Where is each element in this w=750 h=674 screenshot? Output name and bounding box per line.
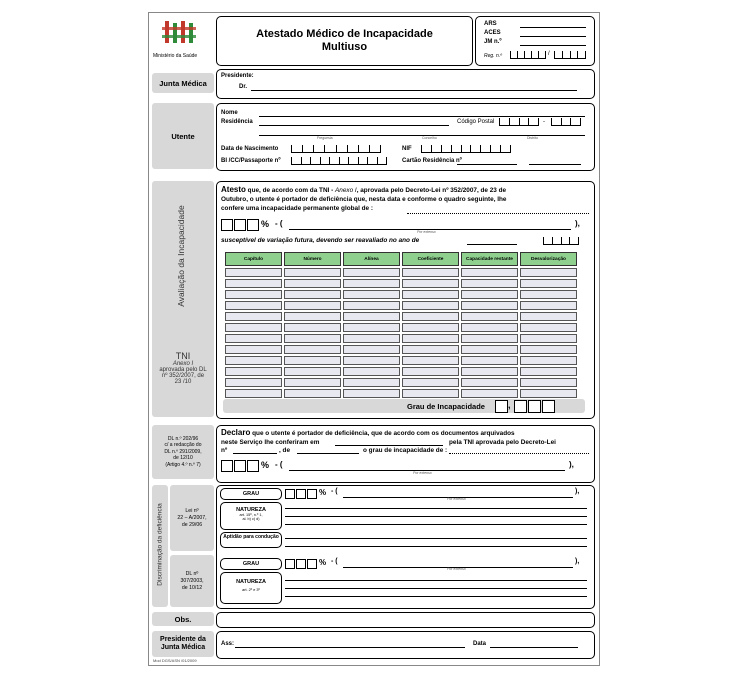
table-cell[interactable] bbox=[284, 290, 341, 299]
table-row bbox=[225, 367, 577, 376]
ass-label: Ass: bbox=[221, 641, 235, 647]
table-cell[interactable] bbox=[520, 356, 577, 365]
declaro-side: DL n.º 202/96 c/ a redacção do DL n.º 291/2009, de 12/10 (Artigo 4.º n.º 7) bbox=[152, 425, 214, 479]
table-cell[interactable] bbox=[402, 323, 459, 332]
data-label: Data bbox=[473, 641, 487, 647]
ars-field[interactable] bbox=[520, 27, 586, 28]
grau-box-1[interactable] bbox=[495, 400, 508, 413]
table-cell[interactable] bbox=[520, 345, 577, 354]
ars-label: ARS bbox=[484, 21, 497, 27]
discriminacao-box bbox=[216, 485, 595, 609]
table-cell[interactable] bbox=[284, 378, 341, 387]
tni-info: TNI Anexo I aprovada pelo DL nº 352/2007, de 23 /10 bbox=[159, 351, 207, 385]
dl-grau-box-2[interactable] bbox=[296, 559, 306, 569]
table-cell[interactable] bbox=[461, 301, 518, 310]
nif-label: NIF bbox=[402, 146, 412, 152]
table-cell[interactable] bbox=[461, 323, 518, 332]
table-cell[interactable] bbox=[402, 279, 459, 288]
table-cell[interactable] bbox=[520, 268, 577, 277]
table-row bbox=[225, 279, 577, 288]
table-row bbox=[225, 389, 577, 398]
registry-box bbox=[475, 16, 595, 66]
presidente-box bbox=[216, 631, 595, 659]
table-cell[interactable] bbox=[284, 367, 341, 376]
grau-incapacidade-label: Grau de Incapacidade bbox=[407, 402, 485, 411]
form-page bbox=[148, 12, 600, 666]
codigo-postal-label: Código Postal bbox=[457, 119, 495, 125]
dl-por-extenso: Por extenso bbox=[447, 567, 466, 571]
table-cell[interactable] bbox=[343, 367, 400, 376]
susceptivel-text: susceptível de variação futura, devendo ser reavaliado no ano de bbox=[221, 237, 420, 244]
table-cell[interactable] bbox=[461, 312, 518, 321]
dl-natureza-label: NATUREZA art. 2º e 3º bbox=[220, 572, 282, 604]
dl-natureza-line-3[interactable] bbox=[285, 596, 587, 597]
declaro-line2a: neste Serviço lhe conferiram em bbox=[221, 439, 320, 446]
table-cell[interactable] bbox=[343, 345, 400, 354]
dl-natureza-line-2[interactable] bbox=[285, 588, 587, 589]
table-cell[interactable] bbox=[461, 290, 518, 299]
table-row bbox=[225, 301, 577, 310]
table-cell[interactable] bbox=[461, 345, 518, 354]
incapacidade-table bbox=[223, 250, 579, 400]
grau-comma: , bbox=[508, 400, 511, 410]
codigo-postal-ext-cells[interactable] bbox=[551, 118, 581, 126]
table-cell[interactable] bbox=[402, 334, 459, 343]
declaro-paragraph: Declaro que o utente é portador de deficiência, que de acordo com os documentos arquivados bbox=[221, 428, 515, 437]
table-cell[interactable] bbox=[225, 290, 282, 299]
declaro-dots bbox=[449, 453, 589, 454]
table-cell[interactable] bbox=[343, 301, 400, 310]
lei-natureza-line-2[interactable] bbox=[285, 516, 587, 517]
aptidao-line-2[interactable] bbox=[285, 546, 587, 547]
por-extenso-caption: Por extenso bbox=[417, 230, 436, 234]
table-cell[interactable] bbox=[520, 301, 577, 310]
table-cell[interactable] bbox=[284, 312, 341, 321]
declaro-pct-box-2[interactable] bbox=[234, 460, 246, 472]
dl-grau-box-1[interactable] bbox=[285, 559, 295, 569]
table-cell[interactable] bbox=[402, 345, 459, 354]
grau-box-3[interactable] bbox=[528, 400, 541, 413]
utente-label: Utente bbox=[152, 103, 214, 169]
discriminacao-label: Discriminação da deficiência bbox=[156, 503, 164, 586]
utente-box bbox=[216, 103, 595, 171]
junta-medica-label: Junta Médica bbox=[152, 73, 214, 93]
table-cell[interactable] bbox=[284, 301, 341, 310]
table-cell[interactable] bbox=[461, 356, 518, 365]
dr-name-field[interactable] bbox=[251, 90, 577, 91]
table-cell[interactable] bbox=[520, 378, 577, 387]
table-row bbox=[225, 290, 577, 299]
col-coeficiente: Coeficiente bbox=[402, 252, 459, 266]
table-cell[interactable] bbox=[461, 367, 518, 376]
table-cell[interactable] bbox=[343, 312, 400, 321]
obs-box[interactable] bbox=[216, 612, 595, 628]
grau-box-2[interactable] bbox=[514, 400, 527, 413]
assinatura-field[interactable] bbox=[235, 647, 465, 648]
title-box bbox=[216, 16, 473, 66]
junta-medica-box bbox=[216, 69, 595, 99]
cp-dash: - bbox=[543, 119, 545, 125]
codigo-postal-cells[interactable] bbox=[499, 118, 539, 126]
lei-grau-box-2[interactable] bbox=[296, 489, 306, 499]
bi-cells[interactable] bbox=[291, 157, 387, 165]
table-cell[interactable] bbox=[402, 367, 459, 376]
declaro-pct-box-1[interactable] bbox=[221, 460, 233, 472]
table-cell[interactable] bbox=[520, 367, 577, 376]
lei-natureza-line-3[interactable] bbox=[285, 524, 587, 525]
reavaliacao-year-cells[interactable] bbox=[543, 237, 579, 245]
table-cell[interactable] bbox=[343, 268, 400, 277]
form-code: Mod DGS/ASN /01/2009 bbox=[153, 658, 197, 663]
declaro-dl-date-field[interactable] bbox=[297, 453, 359, 454]
table-cell[interactable] bbox=[343, 356, 400, 365]
lei-grau-label: GRAU bbox=[220, 488, 282, 500]
pct-close: ), bbox=[575, 219, 580, 228]
table-cell[interactable] bbox=[225, 268, 282, 277]
dl-natureza-line-1[interactable] bbox=[285, 580, 587, 581]
table-cell[interactable] bbox=[343, 290, 400, 299]
bi-label: BI /CC/Passaporte nº bbox=[221, 158, 281, 164]
table-row bbox=[225, 356, 577, 365]
avaliacao-label: Avaliação da Incapacidade bbox=[176, 205, 186, 307]
declaro-line3b: , de bbox=[279, 447, 291, 454]
table-cell[interactable] bbox=[225, 378, 282, 387]
table-row bbox=[225, 323, 577, 332]
dr-label: Dr. bbox=[239, 84, 248, 90]
cartao-residencia-label: Cartão Residência nº bbox=[402, 158, 462, 164]
nome-field[interactable] bbox=[259, 116, 585, 117]
table-row bbox=[225, 312, 577, 321]
table-cell[interactable] bbox=[343, 378, 400, 387]
pct-box-2[interactable] bbox=[234, 219, 246, 231]
col-capitulo: Capítulo bbox=[225, 252, 282, 266]
lei-dash-open: - ( bbox=[331, 488, 338, 495]
table-cell[interactable] bbox=[343, 334, 400, 343]
declaro-box bbox=[216, 425, 595, 483]
aptidao-label: Aptidão para condução bbox=[220, 532, 282, 548]
table-cell[interactable] bbox=[225, 323, 282, 332]
lei-grau-box-1[interactable] bbox=[285, 489, 295, 499]
table-cell[interactable] bbox=[461, 389, 518, 398]
reg-number-cells[interactable] bbox=[510, 51, 546, 59]
table-cell[interactable] bbox=[225, 345, 282, 354]
table-body bbox=[225, 268, 577, 398]
aces-field[interactable] bbox=[520, 36, 586, 37]
table-cell[interactable] bbox=[284, 279, 341, 288]
table-cell[interactable] bbox=[225, 312, 282, 321]
lei-natureza-label: NATUREZA art. 15º, n.º 1, al. b) c) d) bbox=[220, 502, 282, 530]
col-capacidade: Capacidade restante bbox=[461, 252, 518, 266]
reavaliacao-field[interactable] bbox=[467, 244, 517, 245]
col-alinea: Alínea bbox=[343, 252, 400, 266]
avaliacao-side bbox=[152, 181, 214, 417]
table-cell[interactable] bbox=[284, 389, 341, 398]
table-row bbox=[225, 268, 577, 277]
ministry-name: Ministério da Saúde bbox=[153, 53, 198, 59]
table-cell[interactable] bbox=[520, 334, 577, 343]
table-cell[interactable] bbox=[284, 345, 341, 354]
residencia-label: Residência bbox=[221, 119, 253, 125]
table-cell[interactable] bbox=[225, 301, 282, 310]
declaro-line2b: pela TNI aprovada pelo Decreto-Lei bbox=[449, 439, 556, 446]
table-cell[interactable] bbox=[520, 312, 577, 321]
table-cell[interactable] bbox=[461, 279, 518, 288]
table-cell[interactable] bbox=[402, 356, 459, 365]
col-desvalorizacao: Desvalorização bbox=[520, 252, 577, 266]
declaro-pct-sign: % bbox=[261, 460, 270, 470]
discriminacao-side bbox=[152, 485, 168, 607]
lei-natureza-line-1[interactable] bbox=[285, 508, 587, 509]
table-cell[interactable] bbox=[402, 301, 459, 310]
aces-label: ACES bbox=[484, 30, 501, 36]
atesto-paragraph: Atesto que, de acordo com da TNI - Anexo I, aprovada pelo Decreto-Lei nº 352/2007, de 23 de Outubro, o utente é portador de deficiência que, nesta data e conforme o quadro seguinte, lhe confere uma incapacidade permanente global de : bbox=[221, 185, 507, 212]
data-nascimento-cells[interactable] bbox=[291, 145, 381, 153]
table-cell[interactable] bbox=[284, 334, 341, 343]
table-cell[interactable] bbox=[225, 367, 282, 376]
avaliacao-box bbox=[216, 181, 595, 419]
atesto-dots bbox=[407, 213, 589, 214]
residencia-field[interactable] bbox=[259, 125, 449, 126]
table-cell[interactable] bbox=[402, 268, 459, 277]
table-cell[interactable] bbox=[343, 389, 400, 398]
table-row bbox=[225, 378, 577, 387]
aptidao-line-1[interactable] bbox=[285, 538, 587, 539]
freguesia-caption: Freguesia bbox=[317, 136, 333, 140]
reg-year-cells[interactable] bbox=[554, 51, 586, 59]
table-cell[interactable] bbox=[284, 323, 341, 332]
dl-pct-sign: % bbox=[319, 558, 327, 567]
lei-pct-sign: % bbox=[319, 488, 327, 497]
table-cell[interactable] bbox=[461, 334, 518, 343]
reg-slash: / bbox=[548, 51, 550, 57]
concelho-caption: Concelho bbox=[422, 136, 437, 140]
table-cell[interactable] bbox=[461, 378, 518, 387]
table-cell[interactable] bbox=[520, 279, 577, 288]
table-cell[interactable] bbox=[284, 268, 341, 277]
jm-field[interactable] bbox=[520, 45, 586, 46]
declaro-close: ), bbox=[569, 460, 574, 469]
lei-close: ), bbox=[575, 488, 580, 495]
data-field[interactable] bbox=[490, 647, 578, 648]
jm-label: JM n.º bbox=[484, 39, 502, 45]
ministry-logo bbox=[159, 19, 205, 55]
form-title: Atestado Médico de Incapacidade Multiuso bbox=[256, 28, 433, 53]
table-cell[interactable] bbox=[343, 279, 400, 288]
table-cell[interactable] bbox=[343, 323, 400, 332]
cartao-date-field[interactable] bbox=[529, 164, 581, 165]
col-numero: Número bbox=[284, 252, 341, 266]
pct-box-1[interactable] bbox=[221, 219, 233, 231]
lei-label: Lei nº 22 – A/2007, de 29/06 bbox=[170, 485, 214, 551]
table-cell[interactable] bbox=[402, 290, 459, 299]
table-header-row bbox=[225, 252, 577, 266]
table-cell[interactable] bbox=[520, 323, 577, 332]
dl-grau-label: GRAU bbox=[220, 558, 282, 570]
obs-label: Obs. bbox=[152, 612, 214, 626]
cartao-residencia-field[interactable] bbox=[457, 164, 517, 165]
table-cell[interactable] bbox=[520, 389, 577, 398]
declaro-dl-field[interactable] bbox=[233, 453, 277, 454]
dl-dash-open: - ( bbox=[331, 558, 338, 565]
pct-box-3[interactable] bbox=[247, 219, 259, 231]
data-nascimento-label: Data de Nascimento bbox=[221, 146, 279, 152]
grau-box-4[interactable] bbox=[542, 400, 555, 413]
table-cell[interactable] bbox=[520, 290, 577, 299]
table-cell[interactable] bbox=[225, 389, 282, 398]
pct-sign: % bbox=[261, 219, 270, 229]
table-cell[interactable] bbox=[402, 312, 459, 321]
dl-grau-box-3[interactable] bbox=[307, 559, 317, 569]
reg-label: Reg. n.º bbox=[484, 53, 502, 59]
declaro-line3c: o grau de incapacidade de : bbox=[363, 447, 448, 454]
declaro-pct-box-3[interactable] bbox=[247, 460, 259, 472]
declaro-line3a: nº bbox=[221, 447, 228, 454]
distrito-caption: Distrito bbox=[527, 136, 538, 140]
table-cell[interactable] bbox=[225, 334, 282, 343]
dl-close: ), bbox=[575, 558, 580, 565]
lei-grau-box-3[interactable] bbox=[307, 489, 317, 499]
pct-dash-open: - ( bbox=[275, 219, 283, 228]
declaro-date-field[interactable] bbox=[335, 445, 443, 446]
table-cell[interactable] bbox=[284, 356, 341, 365]
table-cell[interactable] bbox=[225, 279, 282, 288]
table-cell[interactable] bbox=[225, 356, 282, 365]
table-row bbox=[225, 334, 577, 343]
declaro-por-extenso: Por extenso bbox=[413, 471, 432, 475]
lei-por-extenso: Por extenso bbox=[447, 497, 466, 501]
logo-icon bbox=[159, 19, 205, 49]
presidente-label: Presidente: bbox=[221, 73, 254, 79]
table-cell[interactable] bbox=[402, 389, 459, 398]
table-cell[interactable] bbox=[402, 378, 459, 387]
presidente-label: Presidente da Junta Médica bbox=[152, 631, 214, 657]
declaro-dash-open: - ( bbox=[275, 460, 283, 469]
dl-label: DL nº 307/2003, de 10/12 bbox=[170, 555, 214, 607]
table-row bbox=[225, 345, 577, 354]
table-cell[interactable] bbox=[461, 268, 518, 277]
nif-cells[interactable] bbox=[421, 145, 511, 153]
nome-label: Nome bbox=[221, 110, 238, 116]
